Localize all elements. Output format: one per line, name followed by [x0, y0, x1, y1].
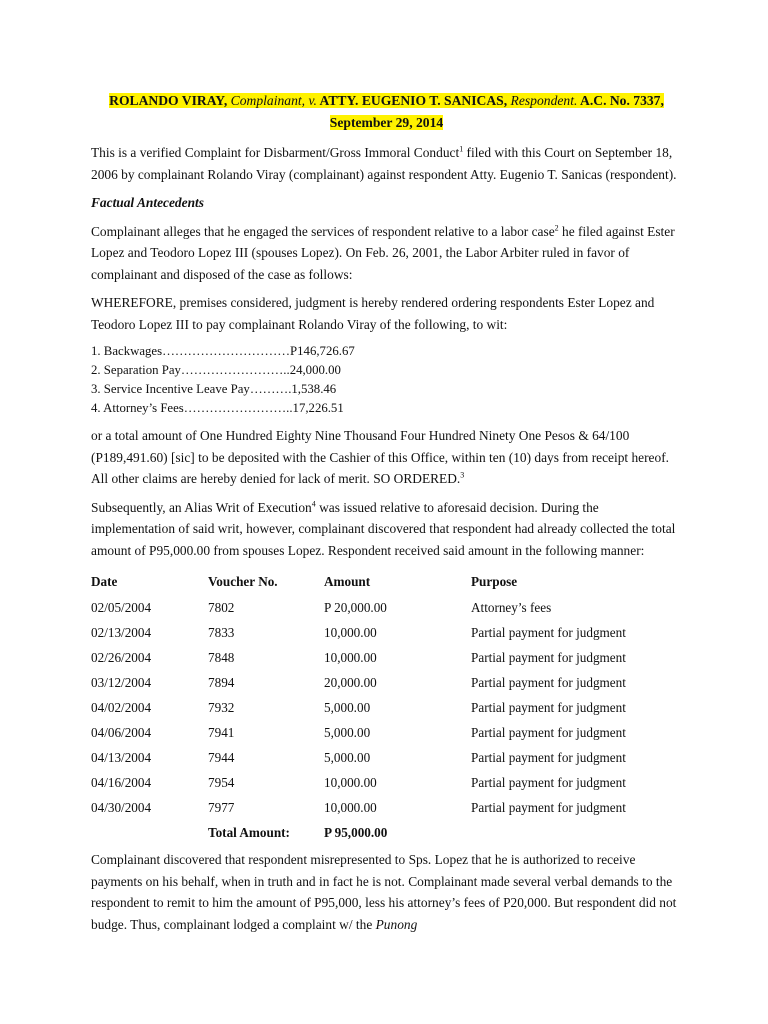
paragraph-5 — [91, 849, 682, 935]
cell-purpose: Partial payment for judgment — [471, 749, 626, 765]
total-label: Total Amount: — [208, 824, 290, 840]
cell-purpose: Partial payment for judgment — [471, 724, 626, 740]
cell-date: 04/06/2004 — [91, 724, 152, 740]
cell-date: 04/16/2004 — [91, 774, 152, 790]
cell-date: 04/30/2004 — [91, 799, 152, 815]
voucher-table — [91, 568, 681, 845]
cell-voucher: 7932 — [208, 699, 235, 715]
cell-amount: 10,000.00 — [324, 649, 377, 665]
table-total-row — [91, 820, 681, 845]
para5-italic-tail: Punong — [375, 916, 418, 932]
table-row — [91, 645, 681, 670]
award-item: 1. Backwages…………………………P146,726.67 — [91, 344, 355, 358]
table-row — [91, 770, 681, 795]
caption-highlight — [109, 93, 664, 108]
table-row — [91, 745, 681, 770]
footnote-ref-2: 2 — [554, 223, 559, 233]
table-row — [91, 620, 681, 645]
table-row — [91, 695, 681, 720]
table-row — [91, 670, 681, 695]
cell-amount: 10,000.00 — [324, 624, 377, 640]
intro-text-2: filed with this Court on September 18, 2006 by complainant Rolando Viray (complainant) against respondent Atty. Eugenio T. Sanicas (respondent). — [91, 145, 677, 182]
cell-purpose: Partial payment for judgment — [471, 799, 626, 815]
paragraph-1 — [91, 221, 682, 286]
cell-voucher: 7944 — [208, 749, 235, 765]
cell-empty — [91, 820, 208, 845]
cell-purpose: Attorney’s fees — [471, 599, 552, 615]
cell-purpose: Partial payment for judgment — [471, 674, 626, 690]
footnote-ref-3: 3 — [460, 470, 465, 480]
cell-amount: 5,000.00 — [324, 724, 371, 740]
case-date: September 29, 2014 — [329, 114, 444, 130]
para1-text-1: Complainant alleges that he engaged the services of respondent relative to a labor case — [91, 223, 555, 239]
table-row — [91, 795, 681, 820]
cell-empty — [471, 820, 681, 845]
awards-list — [91, 342, 682, 418]
cell-date: 04/13/2004 — [91, 749, 152, 765]
paragraph-4 — [91, 497, 682, 562]
cell-purpose: Partial payment for judgment — [471, 649, 626, 665]
header-amount: Amount — [324, 573, 371, 589]
para4-text-1: Subsequently, an Alias Writ of Execution — [91, 499, 312, 515]
cell-purpose: Partial payment for judgment — [471, 624, 626, 640]
paragraph-3 — [91, 425, 682, 490]
paragraph-2: WHEREFORE, premises considered, judgment is hereby rendered ordering respondents Ester Lopez and Teodoro Lopez III to pay complainant Rolando Viray of the following, to wit: — [91, 295, 655, 332]
respondent-role: Respondent. — [510, 93, 578, 108]
cell-voucher: 7833 — [208, 624, 235, 640]
table-row — [91, 595, 681, 620]
cell-amount: 5,000.00 — [324, 699, 371, 715]
complainant-role: Complainant, v. — [230, 93, 317, 108]
intro-paragraph — [91, 142, 682, 185]
para4-text-2: was issued relative to aforesaid decision. During the implementation of said writ, however, complainant discovered that respondent had already collected the total amount of P95,000.00 from spouses Lopez. Respondent received said amount in the following manner: — [91, 499, 676, 558]
cell-voucher: 7802 — [208, 599, 235, 615]
cell-voucher: 7848 — [208, 649, 235, 665]
cell-amount: 5,000.00 — [324, 749, 371, 765]
cell-purpose: Partial payment for judgment — [471, 774, 626, 790]
cell-amount: 10,000.00 — [324, 774, 377, 790]
cell-date: 02/05/2004 — [91, 599, 152, 615]
cell-date: 04/02/2004 — [91, 699, 152, 715]
cell-voucher: 7894 — [208, 674, 235, 690]
total-value: P 95,000.00 — [324, 824, 388, 840]
header-voucher: Voucher No. — [208, 573, 278, 589]
cell-voucher: 7977 — [208, 799, 235, 815]
footnote-ref-4: 4 — [311, 499, 316, 509]
cell-date: 03/12/2004 — [91, 674, 152, 690]
para3-text: or a total amount of One Hundred Eighty Nine Thousand Four Hundred Ninety One Pesos & 64/100 (P189,491.60) [sic] to be deposited with the Cashier of this Office, within ten (10) days from receipt hereof. All other claims are hereby denied for lack of merit. SO ORDERED. — [91, 428, 670, 486]
cell-amount: 10,000.00 — [324, 799, 377, 815]
header-purpose: Purpose — [471, 573, 518, 589]
award-item: 2. Separation Pay……………………..24,000.00 — [91, 363, 341, 377]
cell-date: 02/26/2004 — [91, 649, 152, 665]
intro-text-1: This is a verified Complaint for Disbarment/Gross Immoral Conduct — [91, 145, 460, 160]
cell-purpose: Partial payment for judgment — [471, 699, 626, 715]
award-item: 4. Attorney’s Fees……………………..17,226.51 — [91, 401, 344, 415]
complainant-name: ROLANDO VIRAY, — [109, 93, 228, 108]
cell-date: 02/13/2004 — [91, 624, 152, 640]
section-heading: Factual Antecedents — [91, 195, 204, 210]
award-item: 3. Service Incentive Leave Pay……….1,538.46 — [91, 382, 337, 396]
case-caption — [91, 90, 682, 133]
respondent-name: ATTY. EUGENIO T. SANICAS, — [319, 93, 508, 108]
table-row — [91, 720, 681, 745]
cell-voucher: 7954 — [208, 774, 235, 790]
cell-voucher: 7941 — [208, 724, 235, 740]
footnote-ref-1: 1 — [459, 144, 464, 154]
cell-amount: P 20,000.00 — [324, 599, 387, 615]
table-header-row — [91, 568, 681, 595]
header-date: Date — [91, 573, 118, 589]
para1-text-2: he filed against Ester Lopez and Teodoro Lopez III (spouses Lopez). On Feb. 26, 2001, the Labor Arbiter ruled in favor of complainant and disposed of the case as follows: — [91, 223, 675, 282]
case-number: A.C. No. 7337, — [580, 93, 664, 108]
para5-text: Complainant discovered that respondent misrepresented to Sps. Lopez that he is authorized to receive payments on his behalf, when in truth and in fact he is not. Complainant made several verbal demands to the respondent to remit to him the amount of P95,000, less his attorney’s fees of P20,000. But respondent did not budge. Thus, complainant lodged a complaint w/ the — [91, 852, 677, 932]
cell-amount: 20,000.00 — [324, 674, 377, 690]
